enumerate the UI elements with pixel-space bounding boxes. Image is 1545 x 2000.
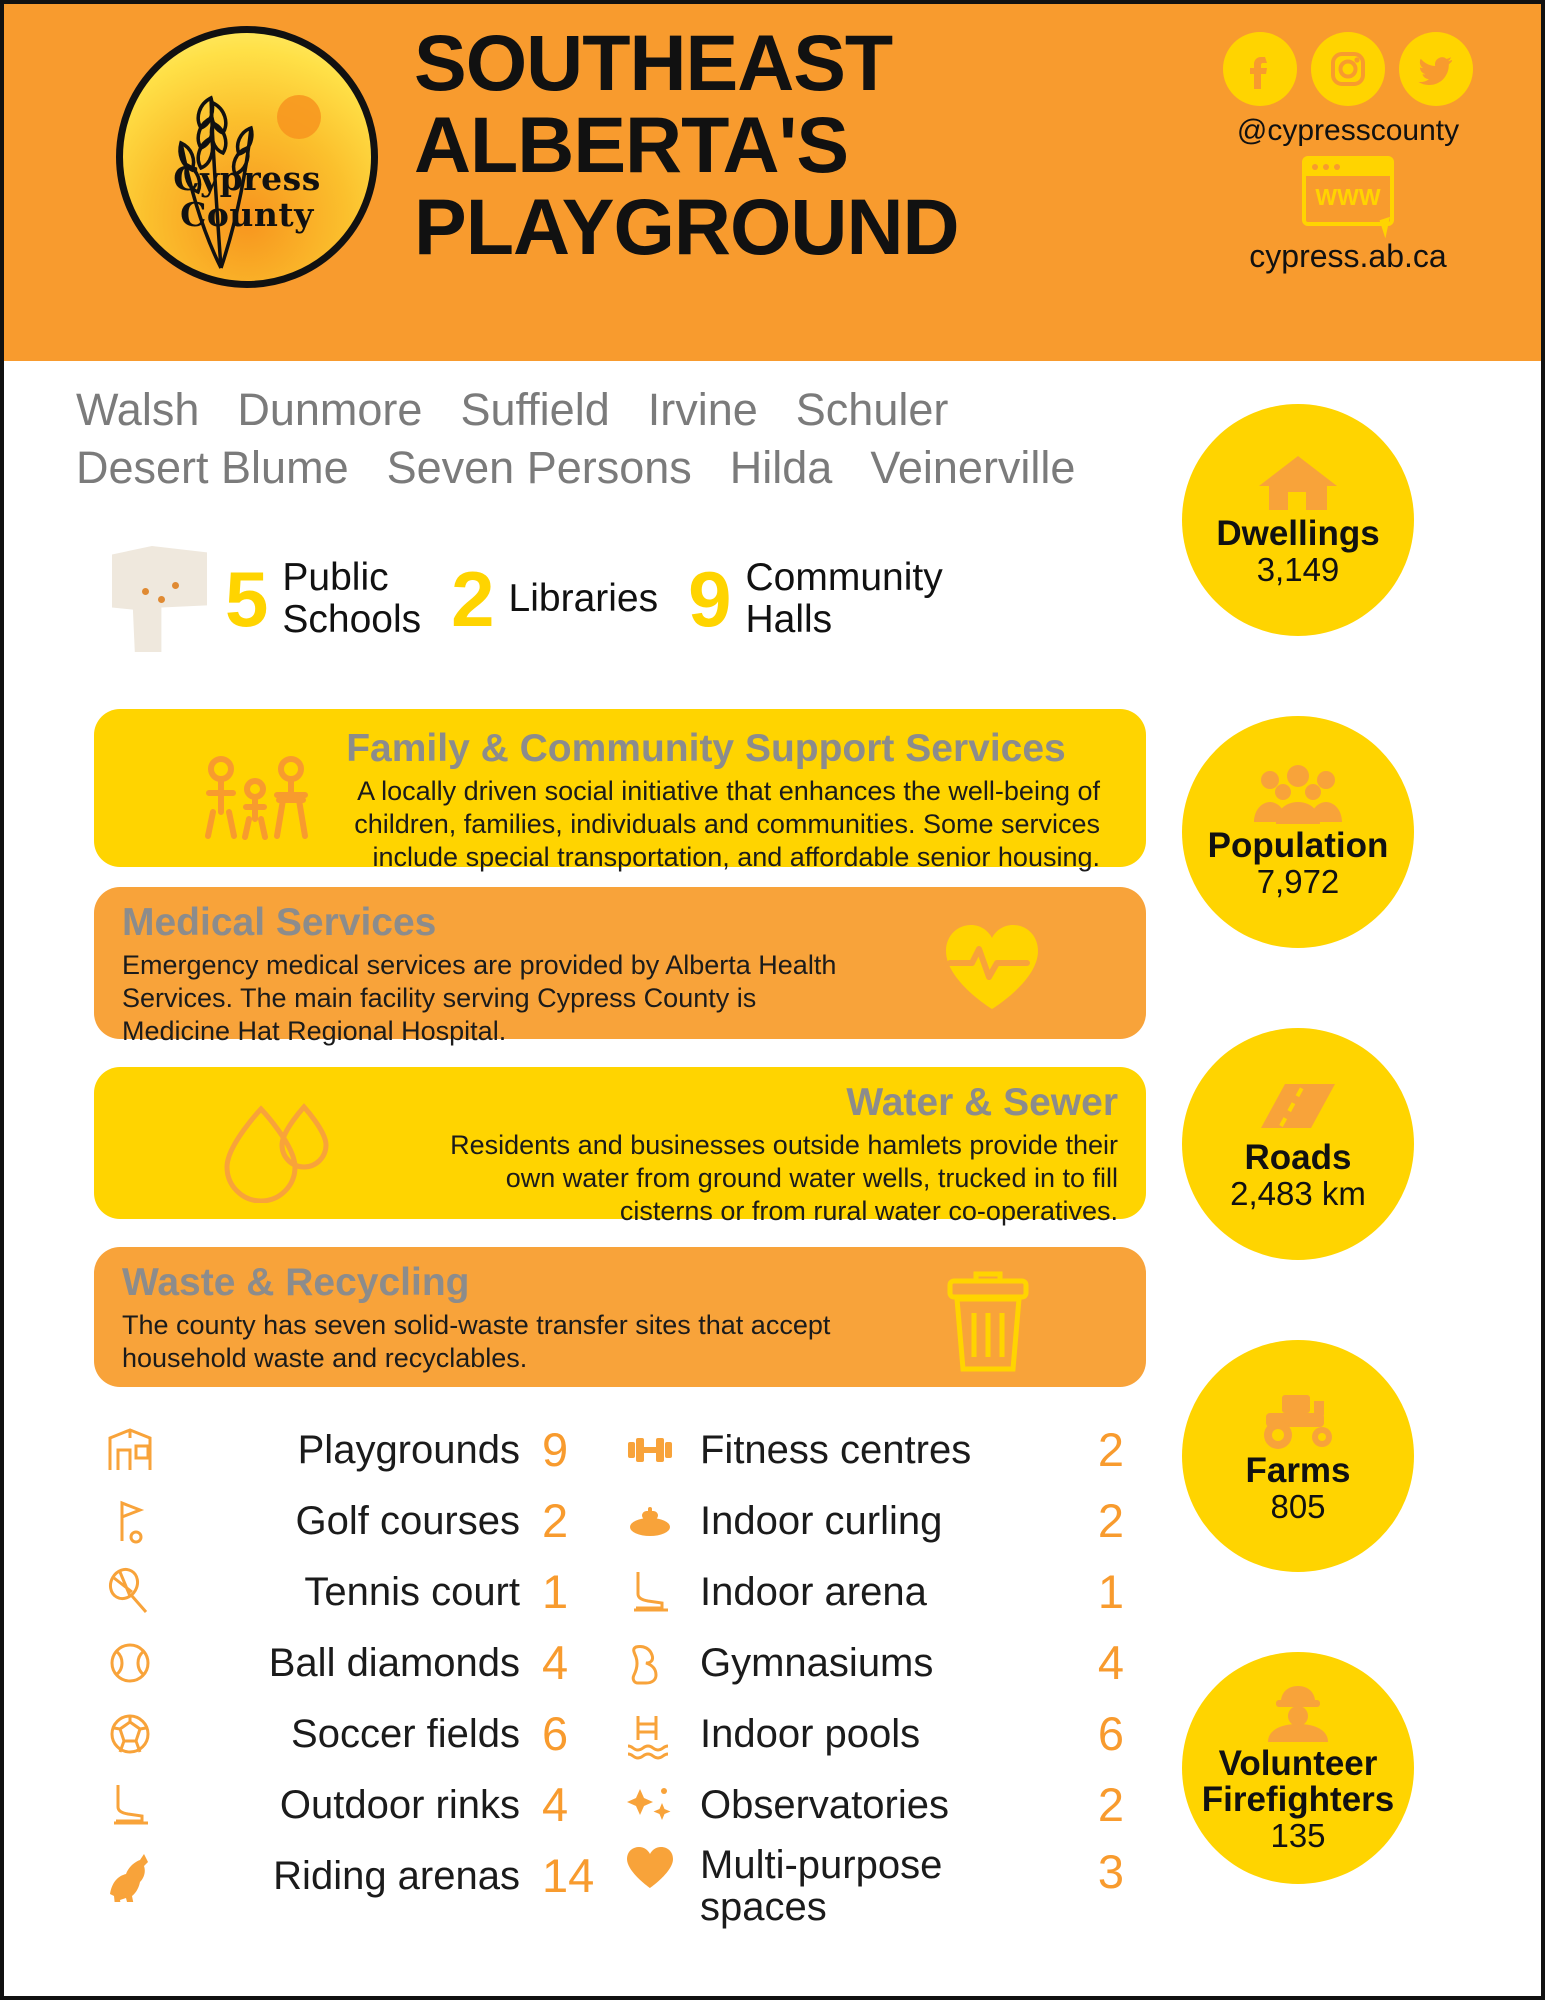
playground-icon — [104, 1424, 166, 1476]
volunteer-firefighters-label: Volunteer Firefighters — [1201, 1744, 1395, 1819]
multipurpose-spaces-count: 3 — [1097, 1845, 1124, 1898]
tennis-court-count: 1 — [542, 1565, 569, 1618]
tennis-icon — [104, 1566, 166, 1618]
soccer-fields-count: 6 — [542, 1707, 569, 1760]
hamlet-schuler: Schuler — [795, 384, 949, 435]
hamlet-list — [76, 382, 1156, 497]
hamlet-dunmore: Dunmore — [237, 384, 423, 435]
facts-row — [112, 544, 1142, 654]
amenity-fitness-centres — [624, 1414, 1124, 1485]
public-schools-label: Public Schools — [282, 556, 422, 641]
instagram-icon[interactable] — [1311, 32, 1385, 106]
family-icon — [199, 755, 311, 841]
logo-line-1: Cypress — [173, 159, 321, 198]
tractor-icon — [1248, 1387, 1348, 1451]
hamlet-row-1 — [76, 382, 1156, 438]
observatories-label: Observatories — [700, 1782, 949, 1827]
fact-libraries — [451, 555, 659, 643]
browser-bar — [1306, 160, 1390, 176]
skate-icon — [624, 1566, 686, 1618]
cursor-icon — [1380, 215, 1403, 239]
panel-fcss — [94, 709, 1146, 872]
county-map-thumbnail — [112, 546, 207, 652]
roads-label: Roads — [1244, 1138, 1352, 1177]
hamlet-irvine: Irvine — [647, 384, 758, 435]
observatories-count: 2 — [1097, 1778, 1124, 1831]
riding-arenas-label: Riding arenas — [273, 1853, 520, 1898]
curling-icon — [624, 1495, 686, 1547]
amenity-soccer-fields — [104, 1698, 604, 1769]
tennis-court-label: Tennis court — [304, 1569, 520, 1614]
hamlet-suffield: Suffield — [460, 384, 610, 435]
golf-icon — [104, 1495, 166, 1547]
indoor-arena-label: Indoor arena — [700, 1569, 927, 1614]
panel-waste-recycling — [94, 1247, 1146, 1387]
public-schools-count: 5 — [225, 555, 269, 643]
hamlet-walsh: Walsh — [76, 384, 200, 435]
fact-community-halls — [688, 555, 943, 643]
hamlet-row-2 — [76, 440, 1156, 496]
road-icon — [1243, 1076, 1353, 1138]
fitness-centres-label: Fitness centres — [700, 1427, 972, 1472]
roads-value: 2,483 km — [1230, 1174, 1366, 1212]
browser-dots — [1312, 164, 1340, 170]
logo-wordmark — [123, 161, 371, 232]
twitter-icon[interactable] — [1399, 32, 1473, 106]
muscle-icon — [624, 1637, 686, 1689]
gymnasiums-count: 4 — [1097, 1636, 1124, 1689]
header-banner — [4, 4, 1541, 361]
amenity-observatories — [624, 1769, 1124, 1840]
website-url: cypress.ab.ca — [1249, 238, 1447, 274]
hamlet-hilda: Hilda — [729, 442, 833, 494]
stat-circle-population — [1182, 716, 1414, 948]
amenity-playgrounds — [104, 1414, 604, 1485]
population-label: Population — [1207, 826, 1389, 865]
heart-pulse-icon — [938, 919, 1046, 1015]
facebook-icon[interactable] — [1223, 32, 1297, 106]
stat-circle-farms — [1182, 1340, 1414, 1572]
horse-icon — [104, 1850, 166, 1902]
community-halls-count: 9 — [688, 555, 732, 643]
hamlet-desert-blume: Desert Blume — [76, 442, 349, 494]
farms-label: Farms — [1245, 1451, 1351, 1490]
page-title: SOUTHEAST ALBERTA'S PLAYGROUND — [414, 18, 959, 272]
social-handle: @cypresscounty — [1236, 114, 1460, 147]
indoor-pools-label: Indoor pools — [700, 1711, 921, 1756]
house-icon — [1255, 452, 1341, 514]
indoor-arena-count: 1 — [1097, 1565, 1124, 1618]
stat-circle-dwellings — [1182, 404, 1414, 636]
stat-circle-roads — [1182, 1028, 1414, 1260]
hamlet-seven-persons: Seven Persons — [386, 442, 692, 494]
panel-water-sewer — [94, 1067, 1146, 1226]
playgrounds-label: Playgrounds — [297, 1427, 520, 1472]
libraries-count: 2 — [451, 555, 495, 643]
amenity-indoor-arena — [624, 1556, 1124, 1627]
amenity-gymnasiums — [624, 1627, 1124, 1698]
amenity-ball-diamonds — [104, 1627, 604, 1698]
outdoor-rinks-label: Outdoor rinks — [279, 1782, 520, 1827]
community-halls-label: Community Halls — [745, 556, 943, 641]
trash-icon — [940, 1269, 1036, 1377]
hamlet-veinerville: Veinerville — [870, 442, 1076, 494]
indoor-pools-count: 6 — [1097, 1707, 1124, 1760]
observatory-icon — [624, 1779, 686, 1831]
stat-circle-volunteer-firefighters — [1182, 1652, 1414, 1884]
gymnasiums-label: Gymnasiums — [700, 1640, 934, 1685]
water-drop-icon — [214, 1099, 338, 1203]
medical-text: Emergency medical services are provided by Alberta Health Services. The main facility serving Cypress County is Medicine Hat Regional Hospital. — [122, 950, 837, 1046]
water-text: Residents and businesses outside hamlets provide their own water from ground water wells, trucked in to fill cisterns or from rural water co-operatives. — [450, 1130, 1118, 1226]
amenity-outdoor-rinks — [104, 1769, 604, 1840]
indoor-curling-label: Indoor curling — [700, 1498, 943, 1543]
waste-title: Waste & Recycling — [122, 1261, 470, 1304]
amenity-multipurpose-spaces — [624, 1840, 1124, 1938]
amenity-indoor-pools — [624, 1698, 1124, 1769]
golf-courses-count: 2 — [542, 1494, 569, 1547]
indoor-curling-count: 2 — [1097, 1494, 1124, 1547]
farms-value: 805 — [1270, 1487, 1326, 1525]
social-block — [1203, 32, 1493, 275]
golf-courses-label: Golf courses — [295, 1498, 520, 1543]
website-icon — [1302, 156, 1394, 226]
water-title: Water & Sewer — [846, 1081, 1118, 1124]
panel-medical — [94, 887, 1146, 1046]
cypress-county-logo — [116, 26, 378, 288]
logo-line-2: County — [180, 194, 314, 234]
skate-icon — [104, 1779, 166, 1831]
firefighter-icon — [1258, 1682, 1338, 1744]
amenity-indoor-curling — [624, 1485, 1124, 1556]
fcss-text: A locally driven social initiative that enhances the well-being of children, families, individuals and communities. Some services include special transportation, and affordable senior housing. — [354, 776, 1100, 872]
soccer-fields-label: Soccer fields — [291, 1711, 520, 1756]
amenity-riding-arenas — [104, 1840, 604, 1911]
baseball-icon — [104, 1637, 166, 1689]
fcss-title: Family & Community Support Services — [346, 727, 1066, 770]
heart-icon — [624, 1844, 686, 1892]
ball-diamonds-label: Ball diamonds — [268, 1640, 520, 1685]
amenities-column-right — [624, 1414, 1124, 1938]
fact-public-schools — [225, 555, 422, 643]
social-icon-row — [1203, 32, 1493, 106]
dwellings-label: Dwellings — [1216, 514, 1380, 553]
amenities-list — [104, 1414, 1144, 1938]
waste-text: The county has seven solid-waste transfer sites that accept household waste and recyclables. — [122, 1310, 831, 1373]
volunteer-firefighters-value: 135 — [1270, 1816, 1326, 1854]
amenities-column-left — [104, 1414, 604, 1938]
wheat-icon — [151, 43, 301, 273]
ball-diamonds-count: 4 — [542, 1636, 569, 1689]
amenity-golf-courses — [104, 1485, 604, 1556]
pool-icon — [624, 1708, 686, 1760]
www-label: WWW — [1315, 184, 1381, 210]
fitness-centres-count: 2 — [1097, 1423, 1124, 1476]
outdoor-rinks-count: 4 — [542, 1778, 569, 1831]
multipurpose-spaces-label: Multi-purpose spaces — [700, 1843, 943, 1929]
dumbbell-icon — [624, 1424, 686, 1476]
soccer-icon — [104, 1708, 166, 1760]
playgrounds-count: 9 — [542, 1423, 569, 1476]
riding-arenas-count: 14 — [542, 1849, 595, 1902]
people-icon — [1250, 764, 1346, 826]
fcss-body — [342, 727, 1118, 874]
dwellings-value: 3,149 — [1256, 550, 1340, 588]
amenity-tennis-court — [104, 1556, 604, 1627]
population-value: 7,972 — [1256, 862, 1340, 900]
libraries-label: Libraries — [508, 577, 659, 621]
medical-title: Medical Services — [122, 901, 437, 944]
